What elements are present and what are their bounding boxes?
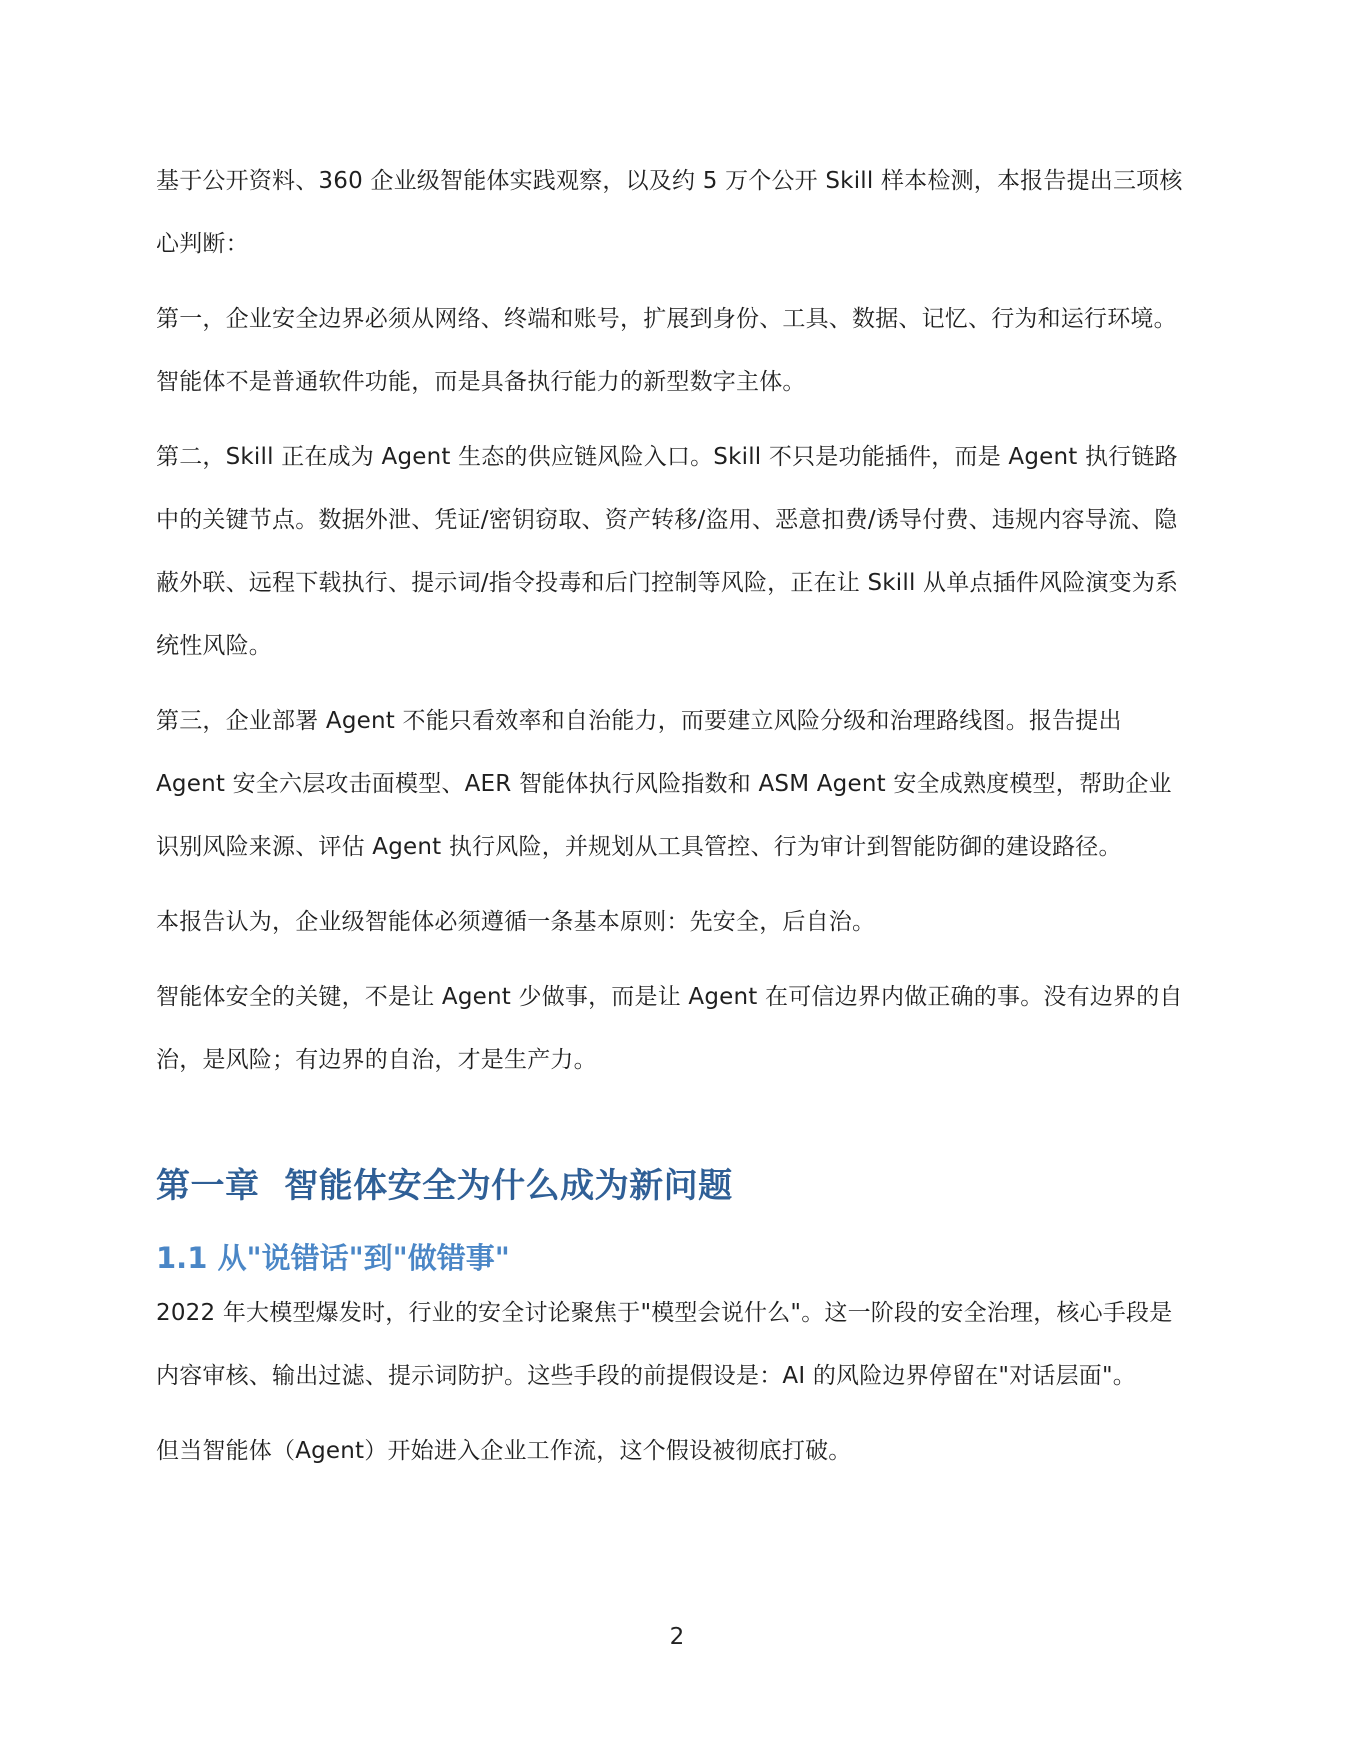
- intro-paragraph-2: 第一，企业安全边界必须从网络、终端和账号，扩展到身份、工具、数据、记忆、行为和运行环境。智能体不是普通软件功能，而是具备执行能力的新型数字主体。: [156, 306, 1177, 395]
- intro-paragraph-5: 本报告认为，企业级智能体必须遵循一条基本原则：先安全，后自治。: [156, 909, 876, 935]
- section-title: 1.1 从"说错话"到"做错事": [156, 1241, 510, 1275]
- page-number: 2: [669, 1624, 685, 1650]
- section-paragraph-2: 但当智能体（Agent）开始进入企业工作流，这个假设被彻底打破。: [156, 1438, 852, 1464]
- intro-paragraph-6: 智能体安全的关键，不是让 Agent 少做事，而是让 Agent 在可信边界内做正确的事。没有边界的自治，是风险；有边界的自治，才是生产力。: [156, 984, 1183, 1073]
- intro-paragraph-3: 第二，Skill 正在成为 Agent 生态的供应链风险入口。Skill 不只是功能插件，而是 Agent 执行链路中的关键节点。数据外泄、凭证/密钥窃取、资产转移/盗用、恶意扣费/诱导付费、违规内容导流、隐蔽外联、远程下载执行、提示词/指令投毒和后门控制等风险，正在让 Skill 从单点插件风险演变为系统性风险。: [156, 444, 1179, 659]
- page-content: [156, 150, 1186, 1483]
- section-paragraph-1: 2022 年大模型爆发时，行业的安全讨论聚焦于"模型会说什么"。这一阶段的安全治理，核心手段是内容审核、输出过滤、提示词防护。这些手段的前提假设是：AI 的风险边界停留在"对话层面"。: [156, 1300, 1173, 1389]
- chapter-title: 第一章 智能体安全为什么成为新问题: [156, 1166, 733, 1206]
- intro-paragraph-1: 基于公开资料、360 企业级智能体实践观察，以及约 5 万个公开 Skill 样本检测，本报告提出三项核心判断：: [156, 168, 1183, 257]
- intro-paragraph-4: 第三，企业部署 Agent 不能只看效率和自治能力，而要建立风险分级和治理路线图。报告提出 Agent 安全六层攻击面模型、AER 智能体执行风险指数和 ASM Agent 安全成熟度模型，帮助企业识别风险来源、评估 Agent 执行风险，并规划从工具管控、行为审计到智能防御的建设路径。: [156, 708, 1172, 860]
